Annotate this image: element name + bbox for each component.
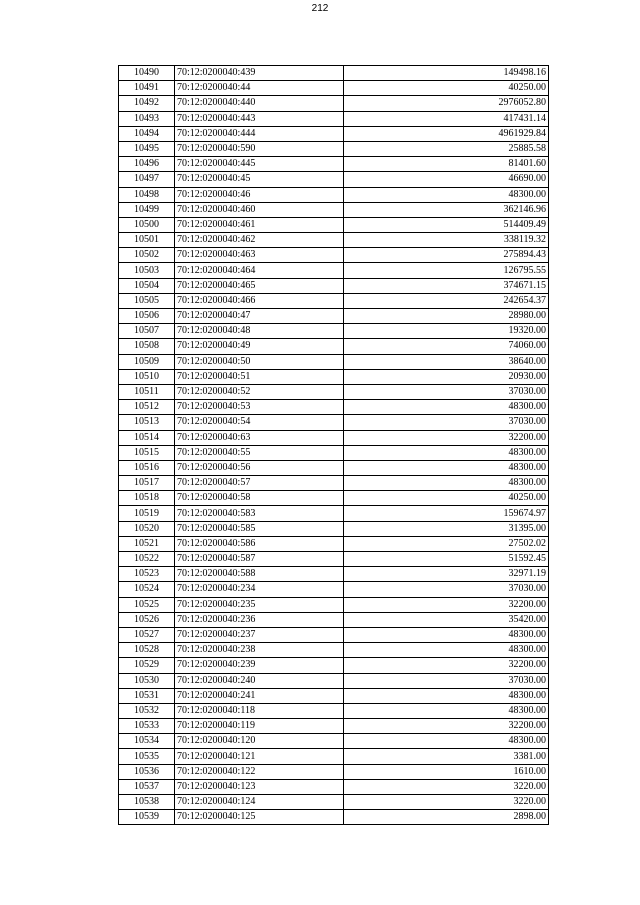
table-row <box>119 552 549 567</box>
cadastral-number-cell: 70:12:0200040:586 <box>175 536 344 551</box>
value-cell: 48300.00 <box>344 460 549 475</box>
value-cell: 514409.49 <box>344 217 549 232</box>
table-row <box>119 779 549 794</box>
table-row <box>119 521 549 536</box>
value-cell: 32200.00 <box>344 719 549 734</box>
value-cell: 38640.00 <box>344 354 549 369</box>
row-number-cell: 10524 <box>119 582 175 597</box>
cadastral-number-cell: 70:12:0200040:125 <box>175 810 344 825</box>
value-cell: 32971.19 <box>344 567 549 582</box>
value-cell: 27502.02 <box>344 536 549 551</box>
cadastral-number-cell: 70:12:0200040:51 <box>175 369 344 384</box>
table-row <box>119 643 549 658</box>
cadastral-number-cell: 70:12:0200040:124 <box>175 795 344 810</box>
table-row <box>119 430 549 445</box>
cadastral-number-cell: 70:12:0200040:583 <box>175 506 344 521</box>
value-cell: 40250.00 <box>344 81 549 96</box>
table-row <box>119 460 549 475</box>
cadastral-number-cell: 70:12:0200040:588 <box>175 567 344 582</box>
value-cell: 4961929.84 <box>344 126 549 141</box>
cadastral-number-cell: 70:12:0200040:439 <box>175 66 344 81</box>
table-row <box>119 354 549 369</box>
value-cell: 417431.14 <box>344 111 549 126</box>
value-cell: 51592.45 <box>344 552 549 567</box>
value-cell: 46690.00 <box>344 172 549 187</box>
value-cell: 28980.00 <box>344 309 549 324</box>
cadastral-number-cell: 70:12:0200040:590 <box>175 141 344 156</box>
cadastral-number-cell: 70:12:0200040:238 <box>175 643 344 658</box>
value-cell: 40250.00 <box>344 491 549 506</box>
table-row <box>119 126 549 141</box>
table-row <box>119 263 549 278</box>
table-row <box>119 339 549 354</box>
row-number-cell: 10512 <box>119 400 175 415</box>
value-cell: 81401.60 <box>344 157 549 172</box>
table-row <box>119 567 549 582</box>
cadastral-number-cell: 70:12:0200040:463 <box>175 248 344 263</box>
cadastral-number-cell: 70:12:0200040:45 <box>175 172 344 187</box>
value-cell: 20930.00 <box>344 369 549 384</box>
table-row <box>119 476 549 491</box>
value-cell: 32200.00 <box>344 658 549 673</box>
value-cell: 37030.00 <box>344 415 549 430</box>
value-cell: 2976052.80 <box>344 96 549 111</box>
table-row <box>119 248 549 263</box>
cadastral-number-cell: 70:12:0200040:123 <box>175 779 344 794</box>
row-number-cell: 10517 <box>119 476 175 491</box>
cadastral-number-cell: 70:12:0200040:122 <box>175 764 344 779</box>
row-number-cell: 10523 <box>119 567 175 582</box>
table-row <box>119 384 549 399</box>
data-table <box>118 65 549 825</box>
row-number-cell: 10507 <box>119 324 175 339</box>
cadastral-number-cell: 70:12:0200040:234 <box>175 582 344 597</box>
row-number-cell: 10495 <box>119 141 175 156</box>
row-number-cell: 10529 <box>119 658 175 673</box>
cadastral-number-cell: 70:12:0200040:56 <box>175 460 344 475</box>
row-number-cell: 10521 <box>119 536 175 551</box>
row-number-cell: 10503 <box>119 263 175 278</box>
cadastral-number-cell: 70:12:0200040:585 <box>175 521 344 536</box>
table-row <box>119 111 549 126</box>
row-number-cell: 10505 <box>119 293 175 308</box>
value-cell: 31395.00 <box>344 521 549 536</box>
row-number-cell: 10530 <box>119 673 175 688</box>
table-row <box>119 445 549 460</box>
cadastral-number-cell: 70:12:0200040:240 <box>175 673 344 688</box>
table-body <box>119 66 549 825</box>
row-number-cell: 10518 <box>119 491 175 506</box>
row-number-cell: 10520 <box>119 521 175 536</box>
cadastral-number-cell: 70:12:0200040:443 <box>175 111 344 126</box>
cadastral-number-cell: 70:12:0200040:58 <box>175 491 344 506</box>
cadastral-number-cell: 70:12:0200040:461 <box>175 217 344 232</box>
value-cell: 48300.00 <box>344 643 549 658</box>
row-number-cell: 10513 <box>119 415 175 430</box>
row-number-cell: 10532 <box>119 703 175 718</box>
row-number-cell: 10538 <box>119 795 175 810</box>
cadastral-number-cell: 70:12:0200040:47 <box>175 309 344 324</box>
row-number-cell: 10510 <box>119 369 175 384</box>
value-cell: 48300.00 <box>344 445 549 460</box>
cadastral-number-cell: 70:12:0200040:241 <box>175 688 344 703</box>
value-cell: 48300.00 <box>344 187 549 202</box>
cadastral-number-cell: 70:12:0200040:237 <box>175 627 344 642</box>
row-number-cell: 10528 <box>119 643 175 658</box>
row-number-cell: 10516 <box>119 460 175 475</box>
row-number-cell: 10526 <box>119 612 175 627</box>
table-row <box>119 506 549 521</box>
row-number-cell: 10534 <box>119 734 175 749</box>
table-row <box>119 278 549 293</box>
table-row <box>119 66 549 81</box>
row-number-cell: 10539 <box>119 810 175 825</box>
row-number-cell: 10506 <box>119 309 175 324</box>
cadastral-number-cell: 70:12:0200040:46 <box>175 187 344 202</box>
row-number-cell: 10519 <box>119 506 175 521</box>
value-cell: 19320.00 <box>344 324 549 339</box>
table-row <box>119 141 549 156</box>
row-number-cell: 10493 <box>119 111 175 126</box>
value-cell: 48300.00 <box>344 688 549 703</box>
cadastral-number-cell: 70:12:0200040:239 <box>175 658 344 673</box>
table-row <box>119 233 549 248</box>
row-number-cell: 10501 <box>119 233 175 248</box>
cadastral-number-cell: 70:12:0200040:462 <box>175 233 344 248</box>
table-row <box>119 202 549 217</box>
value-cell: 2898.00 <box>344 810 549 825</box>
value-cell: 374671.15 <box>344 278 549 293</box>
row-number-cell: 10531 <box>119 688 175 703</box>
table-row <box>119 217 549 232</box>
table-row <box>119 187 549 202</box>
table-row <box>119 795 549 810</box>
value-cell: 32200.00 <box>344 430 549 445</box>
value-cell: 48300.00 <box>344 703 549 718</box>
value-cell: 1610.00 <box>344 764 549 779</box>
row-number-cell: 10508 <box>119 339 175 354</box>
value-cell: 37030.00 <box>344 582 549 597</box>
value-cell: 74060.00 <box>344 339 549 354</box>
row-number-cell: 10511 <box>119 384 175 399</box>
cadastral-number-cell: 70:12:0200040:52 <box>175 384 344 399</box>
cadastral-number-cell: 70:12:0200040:119 <box>175 719 344 734</box>
table-row <box>119 764 549 779</box>
cadastral-number-cell: 70:12:0200040:44 <box>175 81 344 96</box>
value-cell: 159674.97 <box>344 506 549 521</box>
value-cell: 48300.00 <box>344 627 549 642</box>
value-cell: 48300.00 <box>344 400 549 415</box>
value-cell: 35420.00 <box>344 612 549 627</box>
cadastral-number-cell: 70:12:0200040:460 <box>175 202 344 217</box>
value-cell: 126795.55 <box>344 263 549 278</box>
table-row <box>119 810 549 825</box>
table-row <box>119 157 549 172</box>
cadastral-number-cell: 70:12:0200040:121 <box>175 749 344 764</box>
table-row <box>119 673 549 688</box>
row-number-cell: 10492 <box>119 96 175 111</box>
value-cell: 48300.00 <box>344 476 549 491</box>
cadastral-number-cell: 70:12:0200040:63 <box>175 430 344 445</box>
row-number-cell: 10502 <box>119 248 175 263</box>
row-number-cell: 10522 <box>119 552 175 567</box>
table-row <box>119 324 549 339</box>
value-cell: 3220.00 <box>344 779 549 794</box>
table-row <box>119 749 549 764</box>
cadastral-number-cell: 70:12:0200040:444 <box>175 126 344 141</box>
table-row <box>119 309 549 324</box>
table-row <box>119 293 549 308</box>
page-number: 212 <box>311 3 329 14</box>
cadastral-number-cell: 70:12:0200040:235 <box>175 597 344 612</box>
row-number-cell: 10490 <box>119 66 175 81</box>
cadastral-number-cell: 70:12:0200040:466 <box>175 293 344 308</box>
row-number-cell: 10491 <box>119 81 175 96</box>
row-number-cell: 10498 <box>119 187 175 202</box>
cadastral-number-cell: 70:12:0200040:57 <box>175 476 344 491</box>
row-number-cell: 10535 <box>119 749 175 764</box>
value-cell: 275894.43 <box>344 248 549 263</box>
value-cell: 3381.00 <box>344 749 549 764</box>
table-row <box>119 658 549 673</box>
value-cell: 3220.00 <box>344 795 549 810</box>
row-number-cell: 10527 <box>119 627 175 642</box>
table-row <box>119 688 549 703</box>
cadastral-number-cell: 70:12:0200040:53 <box>175 400 344 415</box>
table-row <box>119 734 549 749</box>
value-cell: 37030.00 <box>344 673 549 688</box>
table-row <box>119 582 549 597</box>
value-cell: 25885.58 <box>344 141 549 156</box>
value-cell: 32200.00 <box>344 597 549 612</box>
cadastral-number-cell: 70:12:0200040:55 <box>175 445 344 460</box>
table-row <box>119 627 549 642</box>
table-row <box>119 703 549 718</box>
cadastral-number-cell: 70:12:0200040:465 <box>175 278 344 293</box>
table-row <box>119 172 549 187</box>
cadastral-number-cell: 70:12:0200040:49 <box>175 339 344 354</box>
table-row <box>119 369 549 384</box>
value-cell: 242654.37 <box>344 293 549 308</box>
cadastral-number-cell: 70:12:0200040:464 <box>175 263 344 278</box>
row-number-cell: 10537 <box>119 779 175 794</box>
cadastral-number-cell: 70:12:0200040:120 <box>175 734 344 749</box>
row-number-cell: 10536 <box>119 764 175 779</box>
cadastral-number-cell: 70:12:0200040:445 <box>175 157 344 172</box>
table-row <box>119 400 549 415</box>
value-cell: 37030.00 <box>344 384 549 399</box>
row-number-cell: 10496 <box>119 157 175 172</box>
row-number-cell: 10525 <box>119 597 175 612</box>
cadastral-number-cell: 70:12:0200040:54 <box>175 415 344 430</box>
row-number-cell: 10497 <box>119 172 175 187</box>
cadastral-number-cell: 70:12:0200040:587 <box>175 552 344 567</box>
value-cell: 338119.32 <box>344 233 549 248</box>
cadastral-number-cell: 70:12:0200040:48 <box>175 324 344 339</box>
value-cell: 362146.96 <box>344 202 549 217</box>
table-row <box>119 96 549 111</box>
value-cell: 149498.16 <box>344 66 549 81</box>
cadastral-number-cell: 70:12:0200040:440 <box>175 96 344 111</box>
row-number-cell: 10504 <box>119 278 175 293</box>
row-number-cell: 10494 <box>119 126 175 141</box>
table-row <box>119 612 549 627</box>
row-number-cell: 10499 <box>119 202 175 217</box>
table-row <box>119 491 549 506</box>
row-number-cell: 10514 <box>119 430 175 445</box>
row-number-cell: 10515 <box>119 445 175 460</box>
table-row <box>119 415 549 430</box>
value-cell: 48300.00 <box>344 734 549 749</box>
table-row <box>119 597 549 612</box>
cadastral-number-cell: 70:12:0200040:50 <box>175 354 344 369</box>
table-row <box>119 536 549 551</box>
row-number-cell: 10509 <box>119 354 175 369</box>
cadastral-number-cell: 70:12:0200040:118 <box>175 703 344 718</box>
table-row <box>119 81 549 96</box>
cadastral-number-cell: 70:12:0200040:236 <box>175 612 344 627</box>
row-number-cell: 10500 <box>119 217 175 232</box>
row-number-cell: 10533 <box>119 719 175 734</box>
table-row <box>119 719 549 734</box>
